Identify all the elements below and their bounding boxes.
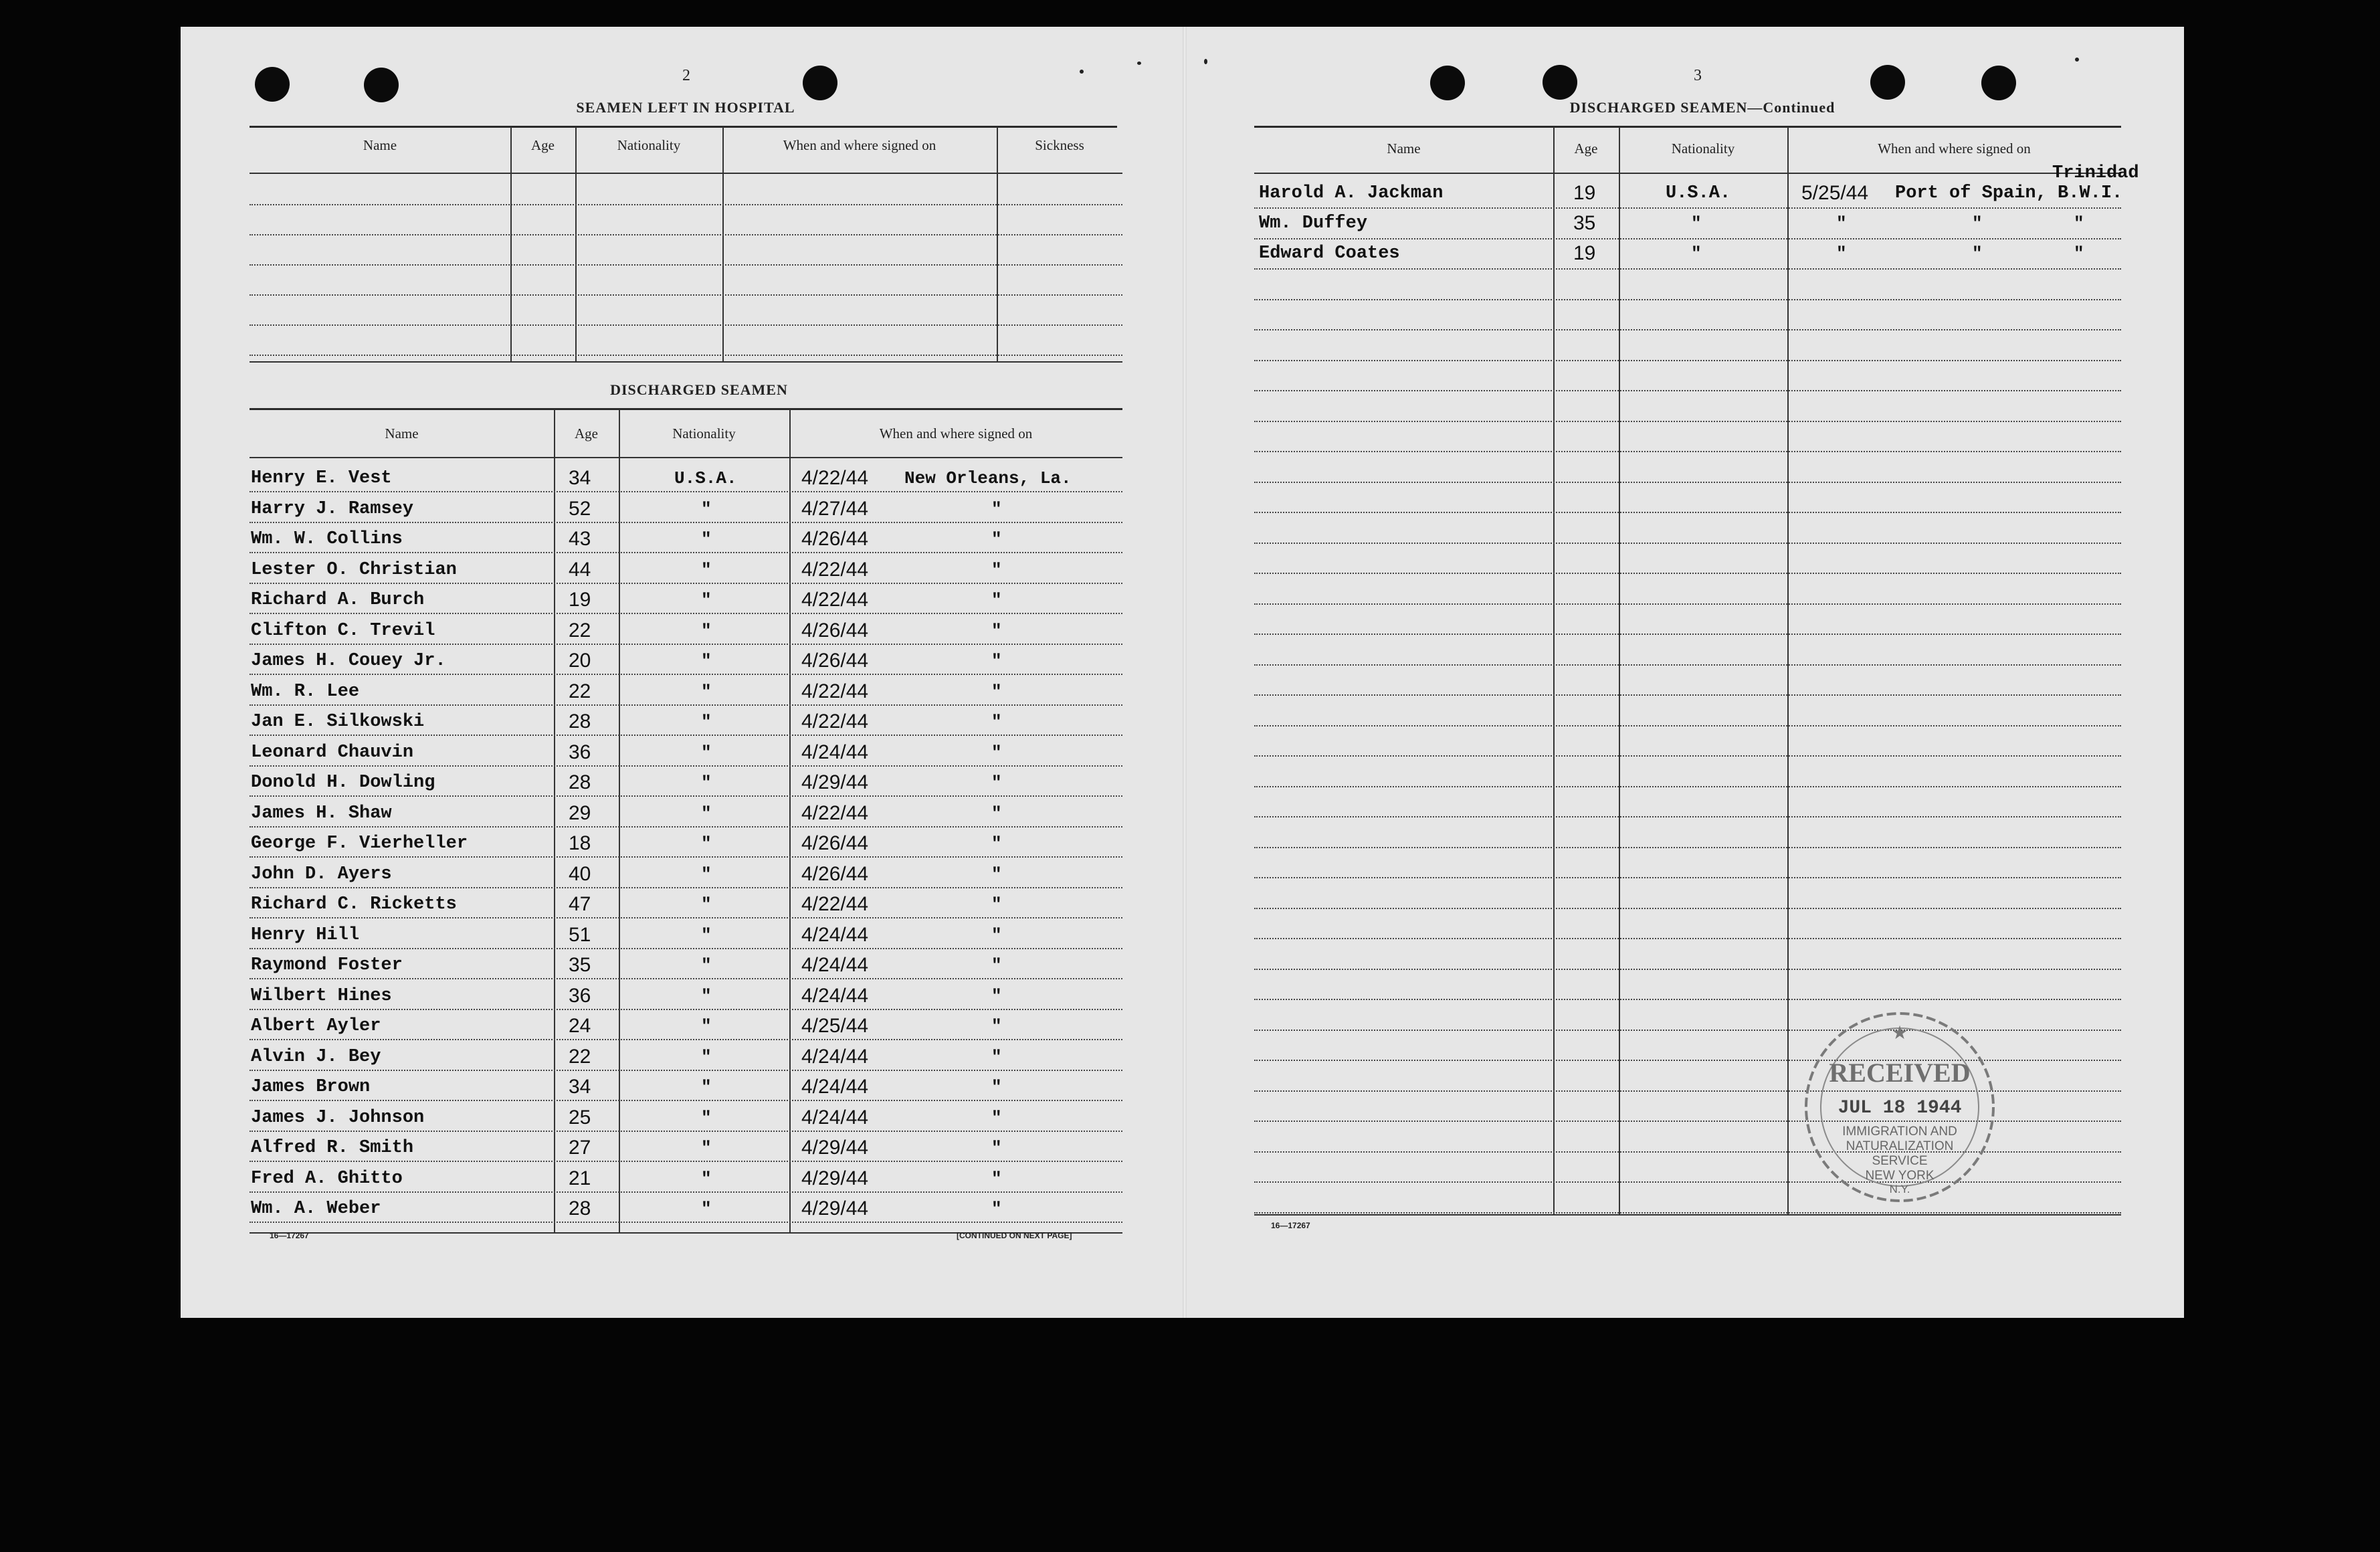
signed-on-extra: " xyxy=(2074,244,2084,264)
seaman-nationality: " xyxy=(701,1046,712,1067)
row-line xyxy=(250,491,1122,492)
row-line xyxy=(250,704,1122,706)
punch-hole xyxy=(1430,66,1465,100)
signed-on-date: 4/24/44 xyxy=(801,923,869,946)
speck xyxy=(1204,59,1207,64)
signed-on-place: " xyxy=(991,1138,1002,1158)
seaman-age: 28 xyxy=(569,771,591,793)
seaman-nationality: " xyxy=(701,985,712,1006)
blank-row-line xyxy=(250,324,1122,326)
column-header: Name xyxy=(385,425,419,442)
signed-on-date: 4/26/44 xyxy=(801,619,869,642)
signed-on-place: " xyxy=(991,985,1002,1006)
punch-hole xyxy=(1981,66,2016,100)
seaman-name: Leonard Chauvin xyxy=(251,742,414,763)
signed-on-place: " xyxy=(991,894,1002,914)
signed-on-place: " xyxy=(991,590,1002,610)
row-line xyxy=(1254,634,2121,635)
row-line xyxy=(1254,268,2121,270)
column-divider xyxy=(1619,127,1620,1214)
row-line xyxy=(1254,390,2121,391)
seaman-age: 27 xyxy=(569,1137,591,1159)
seaman-age: 35 xyxy=(1573,212,1596,234)
form-number: 16—17267 xyxy=(1271,1221,1310,1230)
column-header: Age xyxy=(1574,140,1598,157)
seaman-name: Edward Coates xyxy=(1259,244,1400,264)
seaman-nationality: " xyxy=(701,712,712,732)
seaman-name: Clifton C. Trevil xyxy=(251,620,435,641)
punch-hole xyxy=(255,67,290,102)
column-divider xyxy=(554,409,555,1232)
discharged-continued-title: DISCHARGED SEAMEN—Continued xyxy=(1569,99,1836,116)
column-header: Name xyxy=(1387,140,1421,157)
signed-on-date: 4/24/44 xyxy=(801,1045,869,1068)
column-header: Nationality xyxy=(617,137,681,153)
seaman-nationality: " xyxy=(701,773,712,793)
seaman-name: Raymond Foster xyxy=(251,955,403,975)
row-line xyxy=(1254,847,2121,848)
page-number: 3 xyxy=(1694,67,1702,84)
seaman-nationality: " xyxy=(701,1016,712,1036)
seaman-age: 51 xyxy=(569,923,591,946)
form-number: 16—17267 xyxy=(270,1231,309,1240)
row-line xyxy=(250,735,1122,736)
seaman-age: 28 xyxy=(569,1197,591,1220)
signed-on-date: 4/26/44 xyxy=(801,650,869,672)
seaman-age: 43 xyxy=(569,528,591,550)
punch-hole xyxy=(1543,65,1577,100)
seaman-nationality: " xyxy=(1691,244,1702,264)
seaman-age: 22 xyxy=(569,619,591,642)
column-header: Age xyxy=(575,425,598,442)
seaman-name: Wm. Duffey xyxy=(1259,213,1368,233)
row-line xyxy=(250,1100,1122,1101)
column-divider xyxy=(1553,127,1555,1214)
stamp-line: NEW YORK xyxy=(1865,1169,1935,1183)
signed-on-place: New Orleans, La. xyxy=(904,468,1072,488)
seaman-age: 52 xyxy=(569,497,591,520)
seaman-name: Jan E. Silkowski xyxy=(251,712,425,732)
signed-on-extra: " xyxy=(2074,213,2084,233)
row-line xyxy=(250,887,1122,888)
seaman-name: Wm. R. Lee xyxy=(251,681,360,702)
row-line xyxy=(250,1131,1122,1132)
row-line xyxy=(1254,725,2121,726)
seaman-nationality: " xyxy=(701,864,712,884)
column-header: Nationality xyxy=(1671,140,1735,157)
row-line xyxy=(1254,1212,2121,1214)
row-line xyxy=(1254,816,2121,817)
row-line xyxy=(1254,603,2121,605)
signed-on-place: " xyxy=(991,1077,1002,1097)
seaman-age: 22 xyxy=(569,680,591,702)
signed-on-place: " xyxy=(991,712,1002,732)
discharged-section-title: DISCHARGED SEAMEN xyxy=(610,381,788,398)
row-line xyxy=(1254,421,2121,422)
seaman-name: George F. Vierheller xyxy=(251,834,468,854)
signed-on-place: " xyxy=(991,925,1002,945)
seaman-nationality: " xyxy=(701,559,712,580)
punch-hole xyxy=(364,68,399,102)
row-line xyxy=(250,1161,1122,1162)
seaman-nationality: " xyxy=(701,529,712,549)
stamp-line: RECEIVED xyxy=(1829,1058,1971,1088)
seaman-nationality: " xyxy=(701,955,712,975)
signed-on-date: 4/22/44 xyxy=(801,680,869,702)
seaman-nationality: " xyxy=(701,834,712,854)
signed-on-date: 4/22/44 xyxy=(801,589,869,611)
row-line xyxy=(1254,238,2121,239)
seaman-name: James Brown xyxy=(251,1077,371,1097)
seaman-nationality: " xyxy=(701,620,712,641)
seaman-name: Henry Hill xyxy=(251,925,360,945)
row-line xyxy=(250,917,1122,918)
continued-note: [CONTINUED ON NEXT PAGE] xyxy=(957,1231,1072,1240)
seaman-age: 28 xyxy=(569,710,591,733)
row-line xyxy=(1254,694,2121,696)
page-fold xyxy=(1183,27,1187,1318)
row-line xyxy=(250,1070,1122,1071)
row-line xyxy=(250,856,1122,858)
column-header: When and where signed on xyxy=(879,425,1033,442)
hospital-section-title: SEAMEN LEFT IN HOSPITAL xyxy=(576,99,795,116)
row-line xyxy=(250,826,1122,828)
row-line xyxy=(1254,755,2121,757)
seaman-nationality: " xyxy=(701,590,712,610)
seaman-name: James H. Couey Jr. xyxy=(251,651,446,671)
signed-on-date: 4/22/44 xyxy=(801,893,869,915)
row-line xyxy=(250,522,1122,523)
seaman-name: Wilbert Hines xyxy=(251,985,392,1006)
seaman-name: Harry J. Ramsey xyxy=(251,498,414,519)
row-line xyxy=(250,1191,1122,1193)
seaman-name: Alfred R. Smith xyxy=(251,1138,414,1158)
blank-row-line xyxy=(250,204,1122,205)
seaman-nationality: " xyxy=(701,651,712,671)
seaman-age: 29 xyxy=(569,801,591,824)
signed-on-date: 4/22/44 xyxy=(801,558,869,581)
seaman-age: 19 xyxy=(569,589,591,611)
seaman-age: 40 xyxy=(569,862,591,885)
seaman-name: Wm. W. Collins xyxy=(251,529,403,549)
signed-on-date: 4/25/44 xyxy=(801,1015,869,1037)
row-line xyxy=(1254,938,2121,939)
seaman-age: 24 xyxy=(569,1015,591,1037)
signed-on-date: 4/24/44 xyxy=(801,1076,869,1098)
signed-on-place: " xyxy=(991,1046,1002,1067)
seaman-name: Alvin J. Bey xyxy=(251,1046,381,1067)
seaman-nationality: " xyxy=(701,1107,712,1128)
seaman-name: Albert Ayler xyxy=(251,1016,381,1036)
row-line xyxy=(250,1222,1122,1223)
table-header-rule xyxy=(250,173,1122,174)
column-header: Sickness xyxy=(1035,137,1084,153)
stamp-line: NATURALIZATION xyxy=(1846,1139,1954,1153)
signed-on-place: " xyxy=(991,651,1002,671)
signed-on-place: " xyxy=(991,559,1002,580)
signed-on-date: " xyxy=(1836,244,1847,264)
seaman-nationality: " xyxy=(701,498,712,519)
table-header-rule xyxy=(1254,173,2121,174)
seaman-age: 25 xyxy=(569,1106,591,1129)
table-header-rule xyxy=(250,457,1122,458)
row-line xyxy=(1254,360,2121,361)
stamp-date: JUL 18 1944 xyxy=(1838,1098,1962,1119)
signed-on-date: 4/22/44 xyxy=(801,467,869,489)
row-line xyxy=(250,613,1122,614)
row-line xyxy=(250,644,1122,645)
seaman-age: 47 xyxy=(569,893,591,915)
seaman-age: 35 xyxy=(569,954,591,976)
signed-on-place: Port of Spain, B.W.I. xyxy=(1895,183,2123,203)
seaman-name: James J. Johnson xyxy=(251,1107,425,1128)
signed-on-date: 4/24/44 xyxy=(801,984,869,1007)
column-header: Age xyxy=(531,137,555,153)
signed-on-date: 4/29/44 xyxy=(801,1197,869,1220)
row-line xyxy=(1254,543,2121,544)
row-line xyxy=(1254,299,2121,300)
seaman-nationality: " xyxy=(1691,213,1702,233)
signed-on-date: 4/26/44 xyxy=(801,862,869,885)
seaman-age: 34 xyxy=(569,1076,591,1098)
signed-on-date: 4/26/44 xyxy=(801,528,869,550)
column-divider xyxy=(619,409,620,1232)
signed-on-place: " xyxy=(991,498,1002,519)
column-divider xyxy=(997,127,998,361)
seaman-nationality: " xyxy=(701,803,712,823)
row-line xyxy=(250,552,1122,553)
discharged-top-rule xyxy=(250,408,1122,410)
table-bottom-rule xyxy=(250,361,1122,363)
signed-on-place: " xyxy=(991,681,1002,702)
row-line xyxy=(250,1039,1122,1040)
row-line xyxy=(1254,329,2121,330)
signed-on-date: 4/29/44 xyxy=(801,1137,869,1159)
row-line xyxy=(1254,969,2121,970)
signed-on-place: " xyxy=(991,1016,1002,1036)
seaman-name: Richard A. Burch xyxy=(251,590,425,610)
seaman-name: Henry E. Vest xyxy=(251,468,392,488)
seaman-nationality: " xyxy=(701,925,712,945)
table-bottom-rule xyxy=(1254,1214,2121,1216)
seaman-nationality: " xyxy=(701,1199,712,1219)
column-header: When and where signed on xyxy=(1878,140,2031,157)
row-line xyxy=(250,1009,1122,1010)
seaman-age: 22 xyxy=(569,1045,591,1068)
row-line xyxy=(1254,786,2121,787)
column-divider xyxy=(510,127,512,361)
row-line xyxy=(250,795,1122,797)
blank-row-line xyxy=(250,355,1122,356)
signed-on-place: " xyxy=(991,803,1002,823)
row-line xyxy=(1254,482,2121,483)
row-line xyxy=(1254,664,2121,666)
row-line xyxy=(1254,512,2121,513)
signed-on-place: " xyxy=(1972,213,1983,233)
signed-on-place: " xyxy=(991,1199,1002,1219)
seaman-name: James H. Shaw xyxy=(251,803,392,823)
punch-hole xyxy=(1870,65,1905,100)
signed-on-place-note: Trinidad xyxy=(2052,163,2139,183)
column-divider xyxy=(722,127,724,361)
page-number: 2 xyxy=(682,67,690,84)
signed-on-date: " xyxy=(1836,213,1847,233)
svg-text:★: ★ xyxy=(1891,1023,1908,1044)
seaman-nationality: " xyxy=(701,1077,712,1097)
seaman-age: 36 xyxy=(569,984,591,1007)
signed-on-date: 5/25/44 xyxy=(1801,182,1869,204)
signed-on-date: 4/27/44 xyxy=(801,497,869,520)
signed-on-date: 4/22/44 xyxy=(801,710,869,733)
stamp-line: SERVICE xyxy=(1872,1154,1928,1168)
signed-on-place: " xyxy=(991,1168,1002,1189)
signed-on-place: " xyxy=(991,834,1002,854)
signed-on-place: " xyxy=(991,773,1002,793)
signed-on-date: 4/24/44 xyxy=(801,954,869,976)
signed-on-place: " xyxy=(991,864,1002,884)
signed-on-place: " xyxy=(991,955,1002,975)
seaman-age: 18 xyxy=(569,832,591,854)
continued-top-rule xyxy=(1254,126,2121,128)
seaman-age: 36 xyxy=(569,741,591,763)
signed-on-date: 4/24/44 xyxy=(801,741,869,763)
speck xyxy=(2075,58,2079,62)
seaman-age: 19 xyxy=(1573,242,1596,264)
blank-row-line xyxy=(250,294,1122,296)
column-header: Name xyxy=(363,137,397,153)
row-line xyxy=(1254,999,2121,1000)
seaman-age: 19 xyxy=(1573,182,1596,204)
signed-on-place: " xyxy=(1972,244,1983,264)
seaman-name: Harold A. Jackman xyxy=(1259,183,1444,203)
row-line xyxy=(1254,908,2121,909)
row-line xyxy=(1254,573,2121,574)
received-stamp xyxy=(1799,1007,2000,1207)
seaman-nationality: U.S.A. xyxy=(1666,183,1731,203)
seaman-nationality: " xyxy=(701,742,712,763)
signed-on-place: " xyxy=(991,1107,1002,1128)
seaman-nationality: " xyxy=(701,1138,712,1158)
row-line xyxy=(250,978,1122,979)
speck xyxy=(1137,62,1141,65)
seaman-name: Wm. A. Weber xyxy=(251,1199,381,1219)
seaman-name: John D. Ayers xyxy=(251,864,392,884)
stamp-line: IMMIGRATION AND xyxy=(1842,1125,1957,1139)
seaman-nationality: " xyxy=(701,681,712,702)
row-line xyxy=(1254,207,2121,209)
row-line xyxy=(1254,451,2121,452)
seaman-name: Fred A. Ghitto xyxy=(251,1168,403,1189)
column-divider xyxy=(575,127,577,361)
seaman-nationality: " xyxy=(701,1168,712,1189)
signed-on-date: 4/29/44 xyxy=(801,1167,869,1189)
row-line xyxy=(250,674,1122,675)
signed-on-place: " xyxy=(991,620,1002,641)
row-line xyxy=(250,765,1122,767)
speck xyxy=(1080,70,1084,74)
column-divider xyxy=(789,409,791,1232)
signed-on-date: 4/22/44 xyxy=(801,801,869,824)
seaman-age: 20 xyxy=(569,650,591,672)
hospital-top-rule xyxy=(250,126,1117,128)
seaman-age: 44 xyxy=(569,558,591,581)
stamp-line: N.Y. xyxy=(1889,1183,1910,1195)
blank-row-line xyxy=(250,264,1122,266)
column-divider xyxy=(1787,127,1789,1214)
seaman-name: Lester O. Christian xyxy=(251,559,457,580)
row-line xyxy=(250,948,1122,949)
column-header: Nationality xyxy=(672,425,736,442)
seaman-age: 34 xyxy=(569,467,591,489)
signed-on-place: " xyxy=(991,742,1002,763)
row-line xyxy=(1254,877,2121,878)
signed-on-date: 4/24/44 xyxy=(801,1106,869,1129)
seaman-nationality: " xyxy=(701,894,712,914)
column-header: When and where signed on xyxy=(783,137,936,153)
seaman-age: 21 xyxy=(569,1167,591,1189)
punch-hole xyxy=(803,66,837,100)
row-line xyxy=(250,583,1122,584)
seaman-name: Donold H. Dowling xyxy=(251,773,435,793)
signed-on-date: 4/26/44 xyxy=(801,832,869,854)
blank-row-line xyxy=(250,234,1122,235)
signed-on-date: 4/29/44 xyxy=(801,771,869,793)
signed-on-place: " xyxy=(991,529,1002,549)
seaman-name: Richard C. Ricketts xyxy=(251,894,457,914)
seaman-nationality: U.S.A. xyxy=(674,468,737,488)
